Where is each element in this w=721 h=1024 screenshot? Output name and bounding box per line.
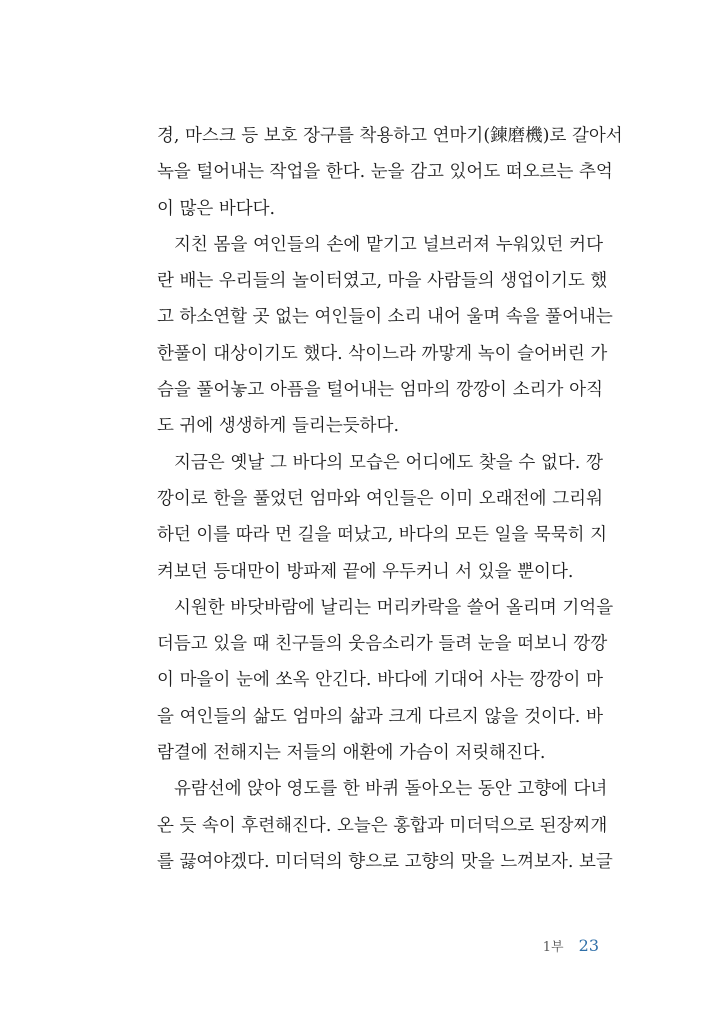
text-line: 켜보던 등대만이 방파제 끝에 우두커니 서 있을 뿐이다.	[157, 561, 574, 582]
text-line: 깡이로 한을 풀었던 엄마와 여인들은 이미 오래전에 그리워	[157, 488, 603, 509]
page-number: 23	[578, 936, 599, 955]
body-text	[157, 118, 623, 880]
text-line: 지친 몸을 여인들의 손에 맡기고 널브러져 누워있던 커다	[174, 234, 603, 255]
text-line: 온 듯 속이 후련해진다. 오늘은 홍합과 미더덕으로 된장찌개	[157, 815, 608, 836]
text-line: 지금은 옛날 그 바다의 모습은 어디에도 찾을 수 없다. 깡	[174, 452, 603, 473]
page-footer	[543, 934, 599, 958]
text-line: 람결에 전해지는 저들의 애환에 가슴이 저릿해진다.	[157, 743, 546, 764]
text-line: 더듬고 있을 때 친구들의 웃음소리가 들려 눈을 떠보니 깡깡	[157, 634, 608, 655]
text-line: 시원한 바닷바람에 날리는 머리카락을 쓸어 올리며 기억을	[174, 597, 614, 618]
text-line: 고 하소연할 곳 없는 여인들이 소리 내어 울며 속을 풀어내는	[157, 307, 613, 328]
text-line: 한풀이 대상이기도 했다. 삭이느라 까맣게 녹이 슬어버린 가	[157, 343, 608, 364]
text-line: 슴을 풀어놓고 아픔을 털어내는 엄마의 깡깡이 소리가 아직	[157, 380, 603, 401]
text-line: 유람선에 앉아 영도를 한 바퀴 돌아오는 동안 고향에 다녀	[174, 779, 608, 800]
text-line: 이 많은 바다다.	[157, 198, 276, 219]
text-line: 을 여인들의 삶도 엄마의 삶과 크게 다르지 않을 것이다. 바	[157, 706, 603, 727]
chapter-label: 1부	[542, 940, 564, 955]
text-line: 를 끓여야겠다. 미더덕의 향으로 고향의 맛을 느껴보자. 보글	[157, 851, 613, 872]
text-line: 하던 이를 따라 먼 길을 떠났고, 바다의 모든 일을 묵묵히 지	[157, 525, 608, 546]
text-line: 경, 마스크 등 보호 장구를 착용하고 연마기(鍊磨機)로 갈아서	[157, 126, 623, 146]
text-line: 녹을 털어내는 작업을 한다. 눈을 감고 있어도 떠오르는 추억	[157, 162, 613, 183]
text-line: 이 마을이 눈에 쏘옥 안긴다. 바다에 기대어 사는 깡깡이 마	[157, 670, 603, 691]
text-line: 도 귀에 생생하게 들리는듯하다.	[157, 416, 400, 437]
text-line: 란 배는 우리들의 놀이터였고, 마을 사람들의 생업이기도 했	[157, 271, 608, 292]
